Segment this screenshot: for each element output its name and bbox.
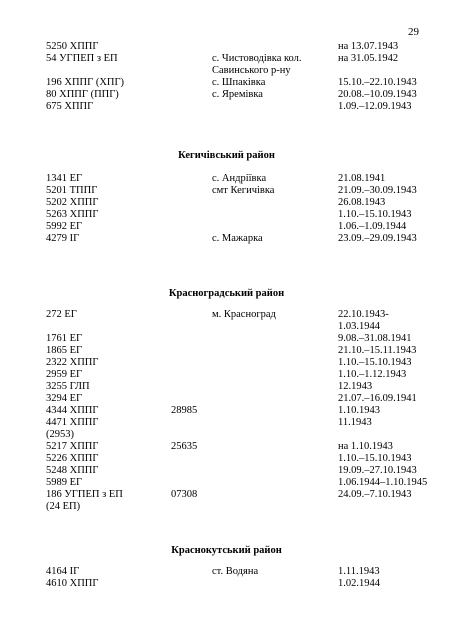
list-row (0, 41, 453, 53)
list-row (0, 578, 453, 590)
date-range: 1.10.–15.10.1943 (338, 209, 412, 220)
list-row (0, 453, 453, 465)
date-range: на 31.05.1942 (338, 53, 399, 64)
list-row (0, 357, 453, 369)
date-range: 23.09.–29.09.1943 (338, 233, 417, 244)
date-range: 21.08.1941 (338, 173, 386, 184)
date-range: 21.10.–15.11.1943 (338, 345, 417, 356)
location: с. Мажарка (212, 233, 263, 244)
field-post-code: 25635 (171, 441, 198, 452)
section-heading: Краснокутський район (171, 545, 282, 556)
unit-name: (2953) (46, 429, 74, 440)
unit-name: 4279 ІГ (46, 233, 80, 244)
unit-name: 1865 ЕГ (46, 345, 83, 356)
list-row (0, 566, 453, 578)
list-row (0, 501, 453, 513)
field-post-code: 07308 (171, 489, 198, 500)
unit-name: 4344 ХППГ (46, 405, 99, 416)
list-row (0, 197, 453, 209)
unit-name: (24 ЕП) (46, 501, 81, 512)
list-row (0, 309, 453, 321)
unit-name: 3255 ГЛП (46, 381, 90, 392)
date-range: 22.10.1943- (338, 309, 389, 320)
unit-name: 3294 ЕГ (46, 393, 83, 404)
unit-name: 5263 ХППГ (46, 209, 99, 220)
list-row (0, 185, 453, 197)
unit-name: 196 ХППГ (ХПГ) (46, 77, 125, 88)
list-row (0, 333, 453, 345)
section-heading: Кегичівський район (178, 150, 275, 161)
date-range: 21.09.–30.09.1943 (338, 185, 417, 196)
date-range: 15.10.–22.10.1943 (338, 77, 417, 88)
date-range: 1.06.1944–1.10.1945 (338, 477, 428, 488)
date-range: 1.10.–1.12.1943 (338, 369, 407, 380)
unit-name: 4164 ІГ (46, 566, 80, 577)
list-row (0, 405, 453, 417)
date-range: 1.09.–12.09.1943 (338, 101, 412, 112)
list-row (0, 209, 453, 221)
unit-name: 5248 ХППГ (46, 465, 99, 476)
unit-name: 5250 ХППГ (46, 41, 99, 52)
list-row (0, 345, 453, 357)
list-row (0, 53, 453, 65)
unit-name: 5202 ХППГ (46, 197, 99, 208)
list-row (0, 489, 453, 501)
date-range: 21.07.–16.09.1941 (338, 393, 417, 404)
date-range: 1.06.–1.09.1944 (338, 221, 407, 232)
unit-name: 4471 ХППГ (46, 417, 99, 428)
location: ст. Водяна (212, 566, 259, 577)
location: смт Кегичівка (212, 185, 275, 196)
date-range: 1.10.1943 (338, 405, 380, 416)
date-range: 1.03.1944 (338, 321, 380, 332)
list-row (0, 233, 453, 245)
list-row (0, 77, 453, 89)
list-row (0, 477, 453, 489)
unit-name: 1341 ЕГ (46, 173, 83, 184)
list-row (0, 441, 453, 453)
date-range: на 1.10.1943 (338, 441, 393, 452)
location: Савинського р-ну (212, 65, 291, 76)
field-post-code: 28985 (171, 405, 198, 416)
unit-name: 54 УГПЕП з ЕП (46, 53, 118, 64)
unit-name: 186 УГПЕП з ЕП (46, 489, 123, 500)
unit-name: 5217 ХППГ (46, 441, 99, 452)
date-range: 24.09.–7.10.1943 (338, 489, 412, 500)
location: м. Красноград (212, 309, 276, 320)
list-row (0, 65, 453, 77)
unit-name: 5989 ЕГ (46, 477, 83, 488)
date-range: 9.08.–31.08.1941 (338, 333, 412, 344)
date-range: 1.11.1943 (338, 566, 380, 577)
list-row (0, 221, 453, 233)
unit-name: 2959 ЕГ (46, 369, 83, 380)
location: с. Шпаківка (212, 77, 266, 88)
date-range: 1.10.–15.10.1943 (338, 453, 412, 464)
list-row (0, 89, 453, 101)
list-row (0, 321, 453, 333)
page-number: 29 (408, 26, 419, 38)
unit-name: 5992 ЕГ (46, 221, 83, 232)
unit-name: 4610 ХППГ (46, 578, 99, 589)
date-range: 26.08.1943 (338, 197, 386, 208)
unit-name: 2322 ХППГ (46, 357, 99, 368)
unit-name: 5226 ХППГ (46, 453, 99, 464)
date-range: 1.02.1944 (338, 578, 380, 589)
list-row (0, 101, 453, 113)
date-range: 1.10.–15.10.1943 (338, 357, 412, 368)
date-range: 12.1943 (338, 381, 373, 392)
section-heading: Красноградський район (168, 288, 285, 299)
unit-name: 1761 ЕГ (46, 333, 83, 344)
date-range: 20.08.–10.09.1943 (338, 89, 417, 100)
unit-name: 272 ЕГ (46, 309, 77, 320)
list-row (0, 381, 453, 393)
location: с. Андріївка (212, 173, 267, 184)
location: с. Чистоводівка кол. (212, 53, 302, 64)
date-range: 19.09.–27.10.1943 (338, 465, 417, 476)
unit-name: 5201 ТППГ (46, 185, 98, 196)
list-row (0, 429, 453, 441)
unit-name: 80 ХППГ (ППГ) (46, 89, 119, 100)
date-range: 11.1943 (338, 417, 372, 428)
list-row (0, 369, 453, 381)
list-row (0, 417, 453, 429)
list-row (0, 393, 453, 405)
date-range: на 13.07.1943 (338, 41, 399, 52)
list-row (0, 465, 453, 477)
unit-name: 675 ХППГ (46, 101, 94, 112)
location: с. Яремівка (212, 89, 263, 100)
list-row (0, 173, 453, 185)
